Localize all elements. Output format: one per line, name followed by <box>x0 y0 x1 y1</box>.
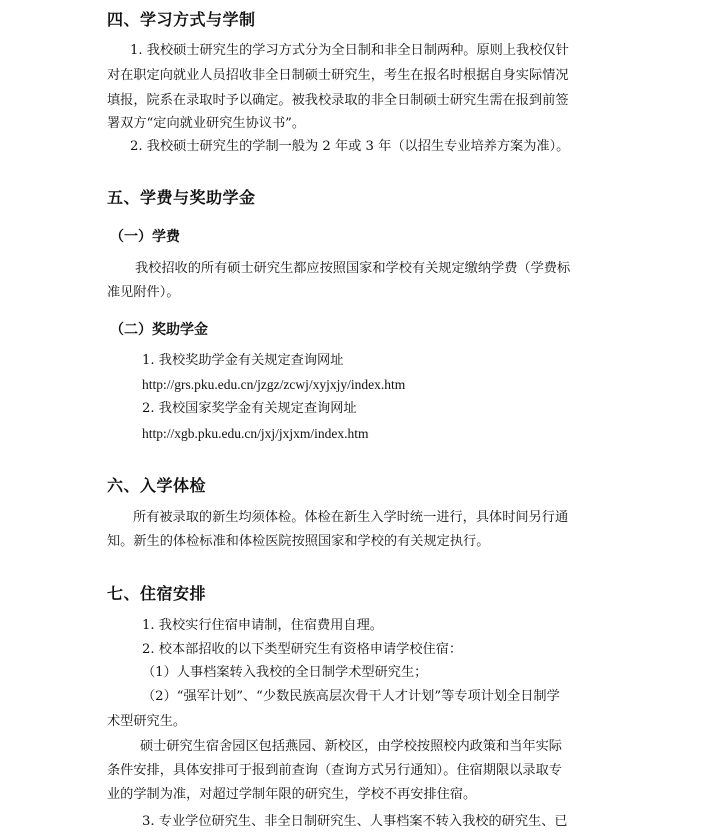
scholarship-item-2: 2. 我校国家奖学金有关规定查询网址 <box>142 401 357 416</box>
section6-line-1: 所有被录取的新生均须体检。体检在新生入学时统一进行，具体时间另行通 <box>133 510 569 525</box>
section4-line-5: 2. 我校硕士研究生的学制一般为 2 年或 3 年（以招生专业培养方案为准）。 <box>130 139 570 154</box>
section7-heading: 七、住宿安排 <box>107 584 207 603</box>
scholarship-link-2[interactable]: http://xgb.pku.edu.cn/jxj/jxjxm/index.htm <box>142 426 369 441</box>
section7-line-5: 术型研究生。 <box>107 714 187 729</box>
section7-line-2: 2. 校本部招收的以下类型研究生有资格申请学校住宿： <box>142 642 463 657</box>
section5-sub1-heading: （一）学费 <box>110 229 180 245</box>
section4-line-3: 填报，院系在录取时予以确定。被我校录取的非全日制硕士研究生需在报到前签 <box>107 93 569 108</box>
section4-heading: 四、学习方式与学制 <box>107 10 256 29</box>
section7-line-7: 条件安排，具体安排可于报到前查询（查询方式另行通知）。住宿期限以录取专 <box>107 763 562 778</box>
section7-line-6: 硕士研究生宿舍园区包括燕园、新校区，由学校按照校内政策和当年实际 <box>140 739 562 754</box>
section6-heading: 六、入学体检 <box>107 476 207 495</box>
section5-sub1-line-2: 准见附件）。 <box>107 285 180 300</box>
section5-sub1-line-1: 我校招收的所有硕士研究生都应按照国家和学校有关规定缴纳学费（学费标 <box>135 261 571 276</box>
section4-line-4: 署双方“定向就业研究生协议书”。 <box>107 116 306 131</box>
section6-line-2: 知。新生的体检标准和体检医院按照国家和学校的有关规定执行。 <box>107 534 490 549</box>
scholarship-item-1: 1. 我校奖助学金有关规定查询网址 <box>142 353 344 368</box>
section5-sub2-heading: （二）奖助学金 <box>110 322 208 338</box>
section7-line-4: （2）“强军计划”、“少数民族高层次骨干人才计划”等专项计划全日制学 <box>142 689 560 704</box>
section4-line-2: 对在职定向就业人员招收非全日制硕士研究生，考生在报名时根据自身实际情况 <box>107 68 569 83</box>
section7-line-9: 3. 专业学位研究生、非全日制研究生、人事档案不转入我校的研究生、已 <box>142 814 568 829</box>
section7-line-8: 业的学制为准，对超过学制年限的研究生，学校不再安排住宿。 <box>107 787 477 802</box>
section7-line-3: （1）人事档案转入我校的全日制学术型研究生； <box>142 665 428 680</box>
section4-line-1: 1. 我校硕士研究生的学习方式分为全日制和非全日制两种。原则上我校仅针 <box>130 43 569 58</box>
scholarship-link-1[interactable]: http://grs.pku.edu.cn/jzgz/zcwj/xyjxjy/index.htm <box>142 377 406 392</box>
section7-line-1: 1. 我校实行住宿申请制，住宿费用自理。 <box>142 618 383 633</box>
section5-heading: 五、学费与奖助学金 <box>107 188 256 207</box>
